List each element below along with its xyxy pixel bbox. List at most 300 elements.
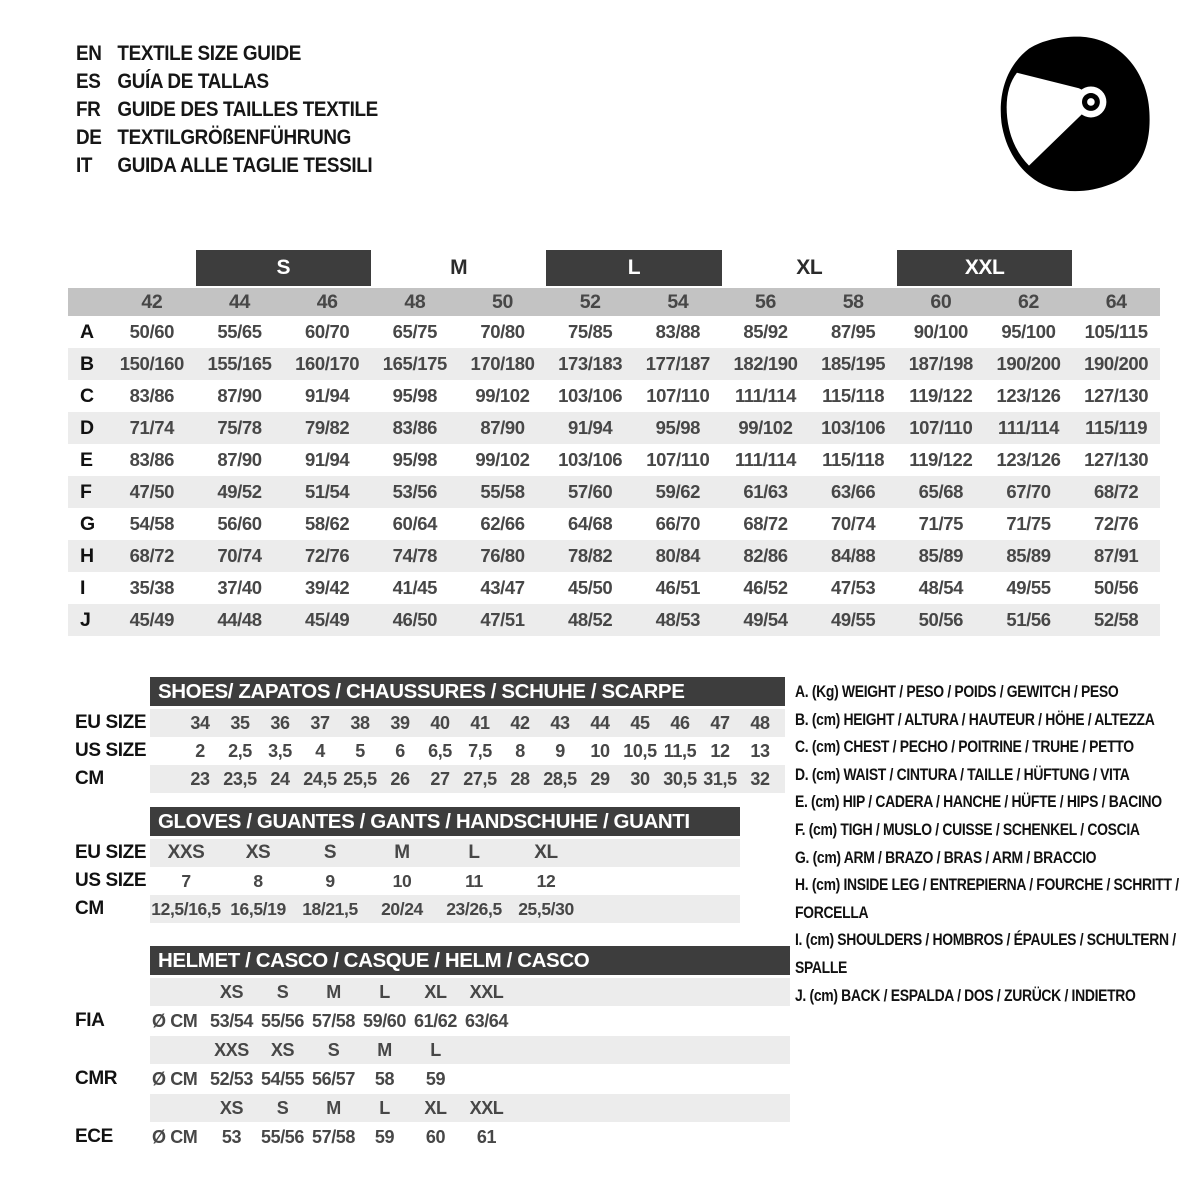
diameter-unit-cell: Ø CM [152,1068,198,1089]
measurement-cell: 103/106 [558,385,623,406]
measurement-cell: 107/110 [909,417,973,438]
measurement-cell: 54/58 [129,513,174,534]
language-code: FR [76,98,101,121]
size-cell: 28 [510,768,530,789]
size-cell: 10 [590,740,610,761]
measurement-cell: 47/51 [480,609,525,630]
size-cell: XS [245,842,271,863]
size-row [75,895,740,923]
measurement-cell: 95/98 [392,449,437,470]
measurement-cell: 91/94 [305,385,350,406]
row-cells [150,1127,512,1148]
measurement-cell: 35/38 [129,577,174,598]
measurement-cell: 68/72 [743,513,788,534]
measurement-cell: 70/74 [217,545,262,566]
helmet-value-row [75,1122,790,1152]
size-row [75,839,740,867]
measurement-cell: 37/40 [217,577,262,598]
measurement-cell: 127/130 [1084,385,1149,406]
measurement-cell: 91/94 [305,449,350,470]
legend-entry: I. (cm) SHOULDERS / HOMBROS / ÉPAULES / SCHULTERN / SPALLE [795,930,1176,977]
measurement-row [68,540,1160,572]
row-label: US SIZE [75,870,147,891]
size-column-header: 64 [1105,290,1127,313]
measurement-cell: 185/195 [821,353,886,374]
size-cell: 59 [374,1126,395,1147]
measurement-cell: 46/52 [743,577,788,598]
measurement-cell: 53/56 [392,481,437,502]
size-cell: 23/26,5 [446,898,502,919]
size-cell: 24,5 [303,768,337,789]
helmet-value-row [75,1064,790,1094]
measurement-row [68,316,1160,348]
measurement-cell: 65/68 [918,481,963,502]
shoes-table-title-bar: SHOES/ ZAPATOS / CHAUSSURES / SCHUHE / SCARPE [150,677,785,706]
measurement-cell: 111/114 [734,449,796,470]
measurement-cell: 63/66 [831,481,876,502]
size-row [75,765,785,793]
measurement-cell: 49/52 [217,481,262,502]
measurement-cell: 65/75 [392,321,437,342]
measurement-cell: 48/54 [918,577,963,598]
size-cell: 53 [221,1126,242,1147]
standard-label: FIA [75,1010,105,1031]
measurement-row [68,412,1160,444]
size-group-label: L [546,250,721,286]
measurement-cell: 61/63 [743,481,788,502]
size-cell: L [379,981,390,1002]
size-cell: XS [219,1097,244,1118]
row-cells [150,899,582,920]
measurement-cell: 68/72 [1094,481,1139,502]
size-number-strip [68,288,1160,316]
measurement-cell: 95/100 [1001,321,1056,342]
measurement-row [68,604,1160,636]
measurement-cell: 51/54 [305,481,350,502]
size-cell: 27 [430,768,450,789]
size-cell: 28,5 [543,768,577,789]
legend-entry: G. (cm) ARM / BRAZO / BRAS / ARM / BRACCIO [795,847,1097,867]
language-title: GUIDA ALLE TAGLIE TESSILI [117,154,373,177]
row-label: E [80,448,93,471]
measurement-cell: 56/60 [217,513,262,534]
measurement-cell: 71/75 [1006,513,1051,534]
row-label: CM [75,768,104,789]
diameter-unit-cell: Ø CM [152,1010,198,1031]
size-row [75,709,785,737]
language-code: ES [76,70,101,93]
measurement-row [68,508,1160,540]
measurement-cell: 87/90 [480,417,525,438]
measurement-cell: 105/115 [1084,321,1148,342]
size-cell: 38 [350,712,370,733]
legend-entry: A. (Kg) WEIGHT / PESO / POIDS / GEWITCH / PESO [795,682,1119,701]
helmet-size-row [150,1094,790,1122]
size-column-header: 60 [930,290,952,313]
measurement-cell: 150/160 [119,353,184,374]
measurement-cell: 58/62 [305,513,350,534]
row-cells [150,741,780,762]
shoes-table [75,677,785,793]
language-title: GUIDE DES TAILLES TEXTILE [117,98,378,121]
measurement-cell: 51/56 [1006,609,1051,630]
size-cell: XL [424,981,447,1002]
measurement-cell: 55/58 [480,481,525,502]
measurement-cell: 85/89 [918,545,963,566]
size-cell: 30,5 [663,768,697,789]
measurement-cell: 67/70 [1006,481,1051,502]
measurement-cell: 43/47 [480,577,525,598]
language-title: TEXTILE SIZE GUIDE [117,42,301,65]
measurement-cell: 47/50 [129,481,174,502]
measurement-cell: 80/84 [655,545,700,566]
row-cells [206,1098,512,1119]
measurement-cell: 83/86 [129,385,174,406]
measurement-cell: 64/68 [568,513,613,534]
size-row [75,867,740,895]
size-cell: 16,5/19 [230,898,286,919]
row-cells [150,871,582,892]
legend-entry: C. (cm) CHEST / PECHO / POITRINE / TRUHE / PETTO [795,737,1134,757]
size-column-header: 46 [316,290,338,313]
row-label: CM [75,898,104,919]
size-cell: 45 [630,712,650,733]
row-cells [150,1069,461,1090]
size-cell: 61/62 [413,1010,458,1031]
size-cell: 10,5 [623,740,657,761]
size-cell: XXL [469,1097,504,1118]
measurement-cell: 99/102 [475,449,530,470]
size-cell: 5 [355,740,365,761]
size-cell: 59 [425,1068,446,1089]
measurement-row [68,572,1160,604]
measurement-cell: 83/88 [655,321,700,342]
size-cell: 25,5 [343,768,377,789]
row-cells [150,769,780,790]
size-cell: 30 [630,768,650,789]
row-label: H [80,544,94,567]
size-cell: 63/64 [464,1010,509,1031]
measurement-cell: 87/95 [831,321,876,342]
size-cell: 7,5 [468,740,492,761]
size-cell: S [276,981,289,1002]
size-cell: XXL [469,981,504,1002]
measurement-cell: 87/91 [1094,545,1139,566]
measurement-cell: 41/45 [392,577,437,598]
diameter-unit-cell: Ø CM [152,1126,198,1147]
size-cell: XS [270,1039,295,1060]
size-cell: 9 [555,740,565,761]
measurement-cell: 190/200 [996,353,1061,374]
row-label: EU SIZE [75,842,147,863]
size-cell: 37 [310,712,330,733]
size-cell: 18/21,5 [302,898,358,919]
size-cell: L [379,1097,390,1118]
size-cell: 11 [465,870,483,891]
size-cell: 31,5 [703,768,737,789]
language-row [76,68,378,96]
size-cell: M [394,842,410,863]
measurement-cell: 115/118 [822,449,885,470]
measurement-cell: 55/65 [217,321,262,342]
size-cell: 36 [270,712,290,733]
size-cell: 8 [515,740,525,761]
measurement-cell: 177/187 [645,353,710,374]
size-cell: 60 [425,1126,446,1147]
measurement-cell: 83/86 [129,449,174,470]
measurement-cell: 76/80 [480,545,525,566]
size-cell: XXS [167,842,205,863]
measurement-legend [795,678,1180,1009]
size-group-label: S [196,250,371,286]
size-cell: L [430,1039,441,1060]
size-cell: 55/56 [260,1126,305,1147]
size-cell: 58 [374,1068,395,1089]
measurement-cell: 90/100 [913,321,968,342]
measurement-cell: 173/183 [558,353,623,374]
size-cell: S [323,842,337,863]
size-cell: 6,5 [428,740,452,761]
size-cell: 24 [270,768,290,789]
measurement-cell: 70/74 [831,513,876,534]
measurement-cell: 45/49 [129,609,174,630]
size-cell: 2,5 [228,740,252,761]
measurement-cell: 72/76 [305,545,350,566]
measurement-cell: 182/190 [733,353,798,374]
measurement-cell: 123/126 [996,449,1061,470]
language-code: EN [76,42,102,65]
measurement-cell: 49/55 [831,609,876,630]
measurement-cell: 62/66 [480,513,525,534]
size-cell: 57/58 [311,1126,356,1147]
size-cell: 6 [395,740,405,761]
measurement-cell: 46/50 [392,609,437,630]
measurement-cell: 103/106 [558,449,623,470]
measurement-cell: 103/106 [821,417,886,438]
size-cell: M [326,1097,341,1118]
size-cell: 61 [476,1126,497,1147]
row-label: US SIZE [75,740,147,761]
language-title: GUÍA DE TALLAS [117,70,269,93]
measurement-cell: 79/82 [305,417,350,438]
size-cell: 27,5 [463,768,497,789]
row-label: B [80,352,94,375]
size-cell: S [276,1097,289,1118]
standard-label: ECE [75,1126,113,1147]
size-column-header: 52 [579,290,601,313]
size-cell: 35 [230,712,250,733]
size-column-header: 62 [1018,290,1039,313]
language-row [76,40,378,68]
measurement-cell: 95/98 [392,385,437,406]
legend-entry: D. (cm) WAIST / CINTURA / TAILLE / HÜFTUNG / VITA [795,764,1130,784]
language-row [76,96,378,124]
measurement-cell: 123/126 [996,385,1061,406]
size-cell: 11,5 [663,740,697,761]
measurement-cell: 78/82 [568,545,613,566]
measurement-cell: 75/85 [568,321,613,342]
measurement-cell: 170/180 [470,353,535,374]
measurement-cell: 127/130 [1084,449,1149,470]
row-cells [150,713,780,734]
measurement-cell: 111/114 [997,417,1059,438]
size-cell: 56/57 [311,1068,356,1089]
measurement-cell: 107/110 [646,385,710,406]
measurement-cell: 45/50 [568,577,613,598]
row-label: C [80,384,94,407]
measurement-cell: 68/72 [129,545,174,566]
size-group-label: XL [796,256,823,279]
size-cell: XL [424,1097,447,1118]
size-cell: 12 [710,740,730,761]
size-cell: L [468,842,480,863]
measurement-cell: 39/42 [305,577,350,598]
legend-entry: E. (cm) HIP / CADERA / HANCHE / HÜFTE / HIPS / BACINO [795,792,1162,812]
size-cell: XL [534,842,558,863]
size-column-header: 44 [229,290,250,313]
measurement-cell: 72/76 [1094,513,1139,534]
size-cell: 48 [750,712,770,733]
row-label: I [80,576,86,599]
size-row [75,737,785,765]
row-label: EU SIZE [75,712,147,733]
measurement-cell: 95/98 [655,417,700,438]
language-row [76,124,378,152]
size-cell: 25,5/30 [518,898,574,919]
size-cell: 29 [590,768,610,789]
legend-entry: H. (cm) INSIDE LEG / ENTREPIERNA / FOURCHE / SCHRITT / FORCELLA [795,875,1179,922]
measurement-cell: 74/78 [392,545,437,566]
size-cell: 47 [710,712,730,733]
size-column-header: 54 [667,290,689,313]
size-cell: 3,5 [268,740,292,761]
size-cell: 2 [195,740,205,761]
size-cell: 46 [670,712,690,733]
measurement-cell: 83/86 [392,417,437,438]
size-cell: 44 [590,712,610,733]
measurement-cell: 82/86 [743,545,788,566]
size-cell: 34 [190,712,210,733]
measurement-cell: 115/119 [1085,417,1148,438]
measurement-cell: 70/80 [480,321,525,342]
measurement-cell: 47/53 [831,577,876,598]
gloves-table [75,807,740,923]
measurement-cell: 50/56 [918,609,963,630]
standard-label: CMR [75,1068,118,1089]
measurement-cell: 87/90 [217,385,262,406]
size-cell: M [326,981,341,1002]
row-label: A [80,320,94,343]
size-cell: 12 [536,870,556,891]
size-cell: S [327,1039,340,1060]
measurement-cell: 119/122 [909,385,973,406]
measurement-cell: 48/53 [655,609,700,630]
row-label: J [80,608,91,631]
measurement-cell: 50/60 [129,321,174,342]
measurement-cell: 52/58 [1094,609,1139,630]
size-column-header: 48 [404,290,426,313]
size-cell: 12,5/16,5 [151,898,221,919]
language-code: DE [76,126,102,149]
measurement-cell: 45/49 [305,609,350,630]
helmet-size-row [150,1036,790,1064]
size-group-label: M [450,256,468,279]
helmet-table [75,946,790,1152]
size-cell: 23 [190,768,210,789]
helmet-value-row [75,1006,790,1036]
measurement-cell: 50/56 [1094,577,1139,598]
language-title: TEXTILGRÖßENFÜHRUNG [117,126,352,149]
measurement-cell: 85/89 [1006,545,1051,566]
helmet-icon [986,26,1158,202]
measurement-cell: 155/165 [207,353,272,374]
measurement-cell: 119/122 [909,449,973,470]
size-cell: 54/55 [260,1068,305,1089]
measurement-cell: 49/54 [743,609,788,630]
size-cell: XXS [214,1039,249,1060]
size-cell: 9 [325,870,335,891]
size-cell: M [377,1039,392,1060]
size-cell: 42 [510,712,530,733]
row-label: D [80,416,94,439]
size-group-row [68,250,1160,286]
measurement-cell: 48/52 [568,609,613,630]
size-column-header: 42 [141,290,163,313]
measurement-cell: 115/118 [822,385,885,406]
helmet-title-bar: HELMET / CASCO / CASQUE / HELM / CASCO [150,946,790,975]
size-column-header: 56 [755,290,776,313]
size-cell: 40 [430,712,450,733]
measurement-cell: 85/92 [743,321,788,342]
size-cell: 57/58 [311,1010,356,1031]
measurement-cell: 60/64 [392,513,437,534]
language-row [76,152,378,180]
measurement-cell: 87/90 [217,449,262,470]
size-cell: 8 [253,870,263,891]
gloves-table-title-bar: GLOVES / GUANTES / GANTS / HANDSCHUHE / GUANTI [150,807,740,836]
size-column-header: 58 [842,290,864,313]
measurement-cell: 44/48 [217,609,262,630]
measurement-cell: 190/200 [1084,353,1149,374]
size-column-header: 50 [492,290,513,313]
measurement-rows [68,316,1160,636]
legend-entry: F. (cm) TIGH / MUSLO / CUISSE / SCHENKEL / COSCIA [795,819,1140,839]
measurement-row [68,348,1160,380]
size-group-label: XXL [897,250,1072,286]
size-cell: 53/54 [209,1010,254,1031]
size-cell: 7 [181,870,191,891]
measurement-row [68,380,1160,412]
row-label: F [80,480,92,503]
measurement-cell: 49/55 [1006,577,1051,598]
row-cells [150,1011,512,1032]
measurement-cell: 59/62 [655,481,700,502]
row-label: G [80,512,95,535]
size-cell: 55/56 [260,1010,305,1031]
measurement-row [68,476,1160,508]
measurement-cell: 57/60 [568,481,613,502]
size-cell: 26 [390,768,410,789]
measurement-cell: 107/110 [646,449,710,470]
measurement-cell: 99/102 [738,417,793,438]
measurement-cell: 91/94 [568,417,613,438]
row-cells [150,842,582,864]
language-code: IT [76,154,93,177]
size-cell: 59/60 [362,1010,407,1031]
measurement-cell: 75/78 [217,417,262,438]
measurement-cell: 99/102 [475,385,530,406]
size-cell: 32 [750,768,770,789]
